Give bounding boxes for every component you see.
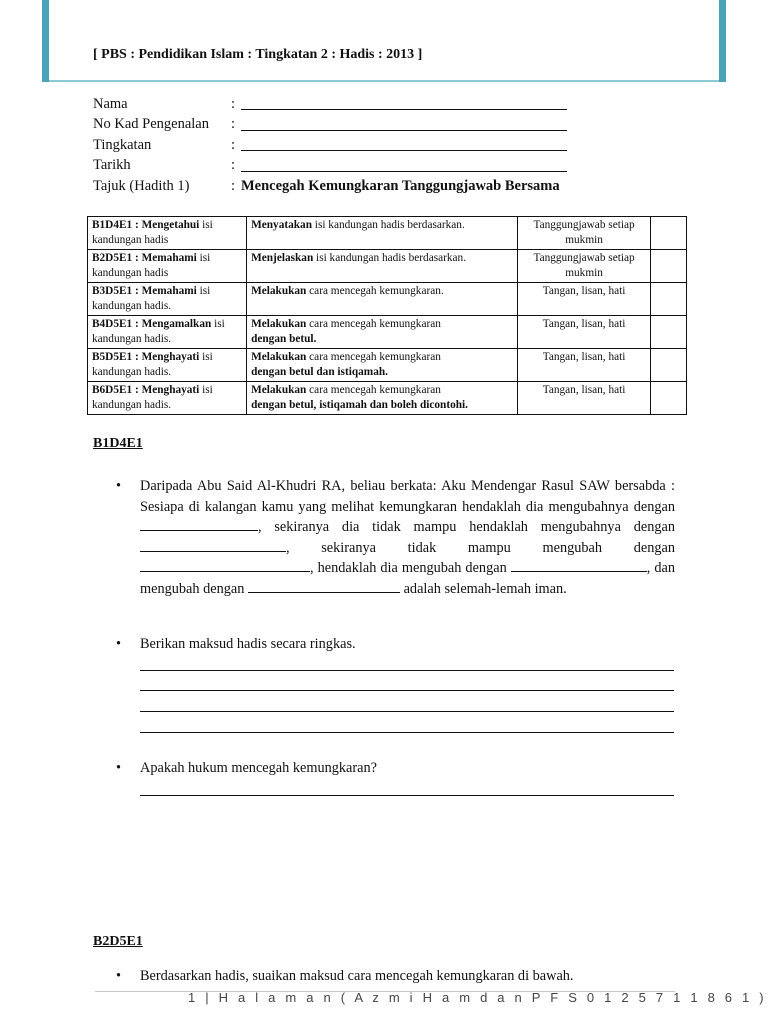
rubric-note-cell: Tanggungjawab setiap mukmin bbox=[517, 217, 650, 250]
rubric-band-code: B2D5E1 : Memahami bbox=[92, 252, 197, 264]
info-label-tingkatan: Tingkatan bbox=[93, 136, 152, 153]
rubric-band-code: B6D5E1 : Menghayati bbox=[92, 384, 200, 396]
rubric-band-cell bbox=[88, 382, 247, 415]
info-row-tajuk bbox=[93, 176, 567, 197]
hadis-text-3: , sekiranya tidak mampu mengubah dengan bbox=[286, 539, 675, 556]
rubric-check-cell[interactable] bbox=[651, 316, 687, 349]
rubric-descriptor-cell bbox=[247, 349, 518, 382]
rubric-desc: cara mencegah kemungkaran bbox=[306, 351, 441, 363]
rubric-check-cell[interactable] bbox=[651, 382, 687, 415]
rubric-band-rest: isi kandungan hadis bbox=[92, 219, 213, 246]
rubric-desc: cara mencegah kemungkaran bbox=[306, 318, 441, 330]
question-hukum-text: Apakah hukum mencegah kemungkaran? bbox=[140, 760, 378, 776]
question-hukum bbox=[116, 758, 378, 779]
rubric-descriptor-cell bbox=[247, 250, 518, 283]
info-row-nama bbox=[93, 94, 567, 115]
answer-line[interactable] bbox=[140, 670, 674, 671]
info-label-tajuk: Tajuk (Hadith 1) bbox=[93, 177, 190, 194]
rubric-bold-tail: dengan betul, istiqamah dan boleh dicontohi. bbox=[251, 399, 468, 411]
bullet-icon: • bbox=[116, 636, 122, 652]
rubric-band-cell bbox=[88, 349, 247, 382]
info-label-tarikh: Tarikh bbox=[93, 157, 131, 174]
blank-1[interactable] bbox=[140, 517, 258, 531]
blank-2[interactable] bbox=[140, 538, 286, 552]
section-title-b1d4e1: B1D4E1 bbox=[93, 436, 143, 451]
rubric-row bbox=[88, 349, 687, 382]
rubric-verb: Melakukan bbox=[251, 351, 307, 363]
hadis-paragraph bbox=[140, 476, 675, 599]
rubric-descriptor-cell bbox=[247, 217, 518, 250]
rubric-verb: Melakukan bbox=[251, 285, 307, 297]
blank-4[interactable] bbox=[511, 558, 647, 572]
rubric-band-cell bbox=[88, 316, 247, 349]
tajuk-value: Mencegah Kemungkaran Tanggungjawab Bersama bbox=[241, 177, 560, 194]
answer-line[interactable] bbox=[140, 732, 674, 733]
rubric-band-code: B4D5E1 : Mengamalkan bbox=[92, 318, 212, 330]
page-footer: 1 | H a l a m a n ( A z m i H a m d a n P F S 0 1 2 5 7 1 1 8 6 1 ) bbox=[188, 990, 767, 1005]
header-rule bbox=[49, 80, 719, 82]
rubric-band-rest: isi kandungan hadis. bbox=[92, 318, 225, 345]
info-colon: : bbox=[231, 177, 236, 194]
kad-field[interactable] bbox=[241, 119, 567, 131]
info-colon: : bbox=[231, 95, 236, 112]
rubric-band-code: B1D4E1 : Mengetahui bbox=[92, 219, 200, 231]
hadis-text-5: , dan mengubah dengan bbox=[140, 560, 676, 597]
left-accent-bar bbox=[42, 0, 49, 82]
rubric-desc: cara mencegah kemungkaran. bbox=[306, 285, 444, 297]
info-row-tingkatan bbox=[93, 135, 567, 156]
rubric-band-cell bbox=[88, 283, 247, 316]
info-label-kad: No Kad Pengenalan bbox=[93, 116, 209, 133]
rubric-verb: Melakukan bbox=[251, 384, 307, 396]
rubric-check-cell[interactable] bbox=[651, 250, 687, 283]
rubric-desc: cara mencegah kemungkaran bbox=[306, 384, 441, 396]
rubric-note-cell: Tangan, lisan, hati bbox=[517, 283, 650, 316]
rubric-row bbox=[88, 217, 687, 250]
rubric-descriptor-cell bbox=[247, 316, 518, 349]
rubric-row bbox=[88, 316, 687, 349]
tarikh-field[interactable] bbox=[241, 160, 567, 172]
rubric-band-rest: isi kandungan hadis bbox=[92, 252, 211, 279]
rubric-descriptor-cell bbox=[247, 382, 518, 415]
nama-field[interactable] bbox=[241, 98, 567, 110]
section-title-b2d5e1: B2D5E1 bbox=[93, 934, 143, 949]
bullet-icon: • bbox=[116, 968, 122, 984]
right-accent-bar bbox=[719, 0, 726, 82]
rubric-note-cell: Tangan, lisan, hati bbox=[517, 349, 650, 382]
info-label-nama: Nama bbox=[93, 95, 128, 112]
rubric-band-code: B3D5E1 : Memahami bbox=[92, 285, 197, 297]
rubric-note-cell: Tangan, lisan, hati bbox=[517, 316, 650, 349]
info-colon: : bbox=[231, 116, 236, 133]
rubric-row bbox=[88, 283, 687, 316]
question-suaikan-text: Berdasarkan hadis, suaikan maksud cara mencegah kemungkaran di bawah. bbox=[140, 968, 574, 984]
rubric-verb: Menyatakan bbox=[251, 219, 312, 231]
rubric-band-rest: isi kandungan hadis. bbox=[92, 351, 213, 378]
rubric-band-rest: isi kandungan hadis. bbox=[92, 285, 211, 312]
rubric-table bbox=[87, 216, 687, 415]
question-hadis-fill bbox=[116, 476, 676, 599]
answer-line[interactable] bbox=[140, 711, 674, 712]
question-suaikan bbox=[116, 966, 574, 987]
hadis-text-2: , sekiranya dia tidak mampu hendaklah mengubahnya dengan bbox=[258, 519, 675, 535]
rubric-note-cell: Tanggungjawab setiap mukmin bbox=[517, 250, 650, 283]
rubric-bold-tail: dengan betul. bbox=[251, 333, 317, 345]
rubric-verb: Menjelaskan bbox=[251, 252, 314, 264]
question-maksud bbox=[116, 634, 356, 655]
question-maksud-text: Berikan maksud hadis secara ringkas. bbox=[140, 636, 356, 652]
hadis-text-1: Daripada Abu Said Al-Khudri RA, beliau berkata: Aku Mendengar Rasul SAW bersabda : Sesiapa di kalangan kamu yang melihat kemungkaran hendaklah dia mengubahnya dengan bbox=[140, 478, 675, 515]
bullet-icon: • bbox=[116, 760, 122, 776]
rubric-band-cell bbox=[88, 217, 247, 250]
rubric-band-code: B5D5E1 : Menghayati bbox=[92, 351, 200, 363]
rubric-descriptor-cell bbox=[247, 283, 518, 316]
info-row-kad bbox=[93, 115, 567, 136]
blank-5[interactable] bbox=[248, 579, 400, 593]
bullet-icon: • bbox=[116, 478, 122, 494]
page-header: [ PBS : Pendidikan Islam : Tingkatan 2 : Hadis : 2013 ] bbox=[93, 47, 423, 62]
rubric-check-cell[interactable] bbox=[651, 217, 687, 250]
info-colon: : bbox=[231, 157, 236, 174]
hadis-text-6: adalah selemah-lemah iman. bbox=[403, 580, 567, 597]
rubric-desc: isi kandungan hadis berdasarkan. bbox=[313, 252, 467, 264]
info-colon: : bbox=[231, 136, 236, 153]
rubric-band-cell bbox=[88, 250, 247, 283]
rubric-row bbox=[88, 382, 687, 415]
rubric-verb: Melakukan bbox=[251, 318, 307, 330]
blank-3[interactable] bbox=[140, 558, 310, 572]
rubric-bold-tail: dengan betul dan istiqamah. bbox=[251, 366, 388, 378]
student-info bbox=[93, 94, 567, 197]
hadis-text-4: , hendaklah dia mengubah dengan bbox=[310, 560, 507, 576]
rubric-desc: isi kandungan hadis berdasarkan. bbox=[311, 219, 465, 231]
rubric-note-cell: Tangan, lisan, hati bbox=[517, 382, 650, 415]
rubric-check-cell[interactable] bbox=[651, 283, 687, 316]
answer-line[interactable] bbox=[140, 690, 674, 691]
rubric-row bbox=[88, 250, 687, 283]
rubric-band-rest: isi kandungan hadis. bbox=[92, 384, 213, 411]
tingkatan-field[interactable] bbox=[241, 139, 567, 151]
info-row-tarikh bbox=[93, 156, 567, 177]
rubric-check-cell[interactable] bbox=[651, 349, 687, 382]
answer-line[interactable] bbox=[140, 795, 674, 796]
